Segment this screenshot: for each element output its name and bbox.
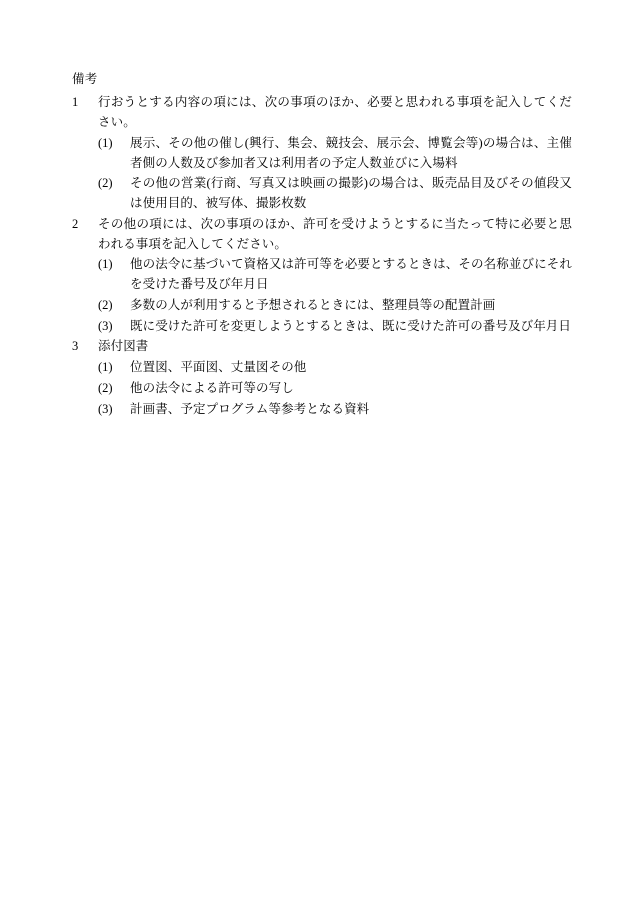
list-item-marker: (1) (98, 360, 113, 375)
list-item-marker: 3 (72, 339, 79, 354)
list-item (72, 296, 572, 316)
list-item-text: その他の営業(行商、写真又は映画の撮影)の場合は、販売品目及びその値段又は使用目的、被写体、撮影枚数 (130, 176, 572, 211)
list-item-marker: 1 (72, 95, 79, 110)
list-item-marker: (3) (98, 318, 113, 333)
list-item (72, 400, 572, 420)
list-item-text: 展示、その他の催し(興行、集会、競技会、展示会、博覧会等)の場合は、主催者側の人数及び参加者又は利用者の予定人数並びに入場料 (130, 135, 572, 170)
list-item-text: 位置図、平面図、丈量図その他 (130, 360, 307, 375)
list-item (72, 174, 572, 214)
list-item-marker: (1) (98, 135, 113, 150)
list-item (72, 93, 572, 133)
list-item-marker: (2) (98, 380, 113, 395)
remarks-list (72, 93, 572, 419)
list-item-text: その他の項には、次の事項のほか、許可を受けようとするに当たって特に必要と思われる事項を記入してください。 (98, 216, 572, 251)
page-title: 備考 (72, 72, 98, 86)
list-item (72, 317, 572, 337)
list-item-text: 既に受けた許可を変更しようとするときは、既に受けた許可の番号及び年月日 (130, 318, 572, 333)
list-item-text: 他の法令による許可等の写し (130, 380, 294, 395)
list-item-marker: (1) (98, 257, 113, 272)
list-item-marker: 2 (72, 216, 79, 231)
list-item (72, 215, 572, 255)
list-item (72, 337, 572, 357)
list-item-text: 添付図書 (98, 339, 149, 354)
list-item-marker: (3) (98, 401, 113, 416)
list-item (72, 134, 572, 174)
list-item-text: 行おうとする内容の項には、次の事項のほか、必要と思われる事項を記入してください。 (98, 95, 572, 130)
list-item-marker: (2) (98, 297, 113, 312)
list-item-text: 計画書、予定プログラム等参考となる資料 (130, 401, 370, 416)
list-item (72, 358, 572, 378)
list-item-text: 他の法令に基づいて資格又は許可等を必要とするときは、その名称並びにそれを受けた番号及び年月日 (130, 257, 572, 292)
list-item-marker: (2) (98, 176, 113, 191)
list-item (72, 379, 572, 399)
list-item (72, 255, 572, 295)
list-item-text: 多数の人が利用すると予想されるときには、整理員等の配置計画 (130, 297, 496, 312)
